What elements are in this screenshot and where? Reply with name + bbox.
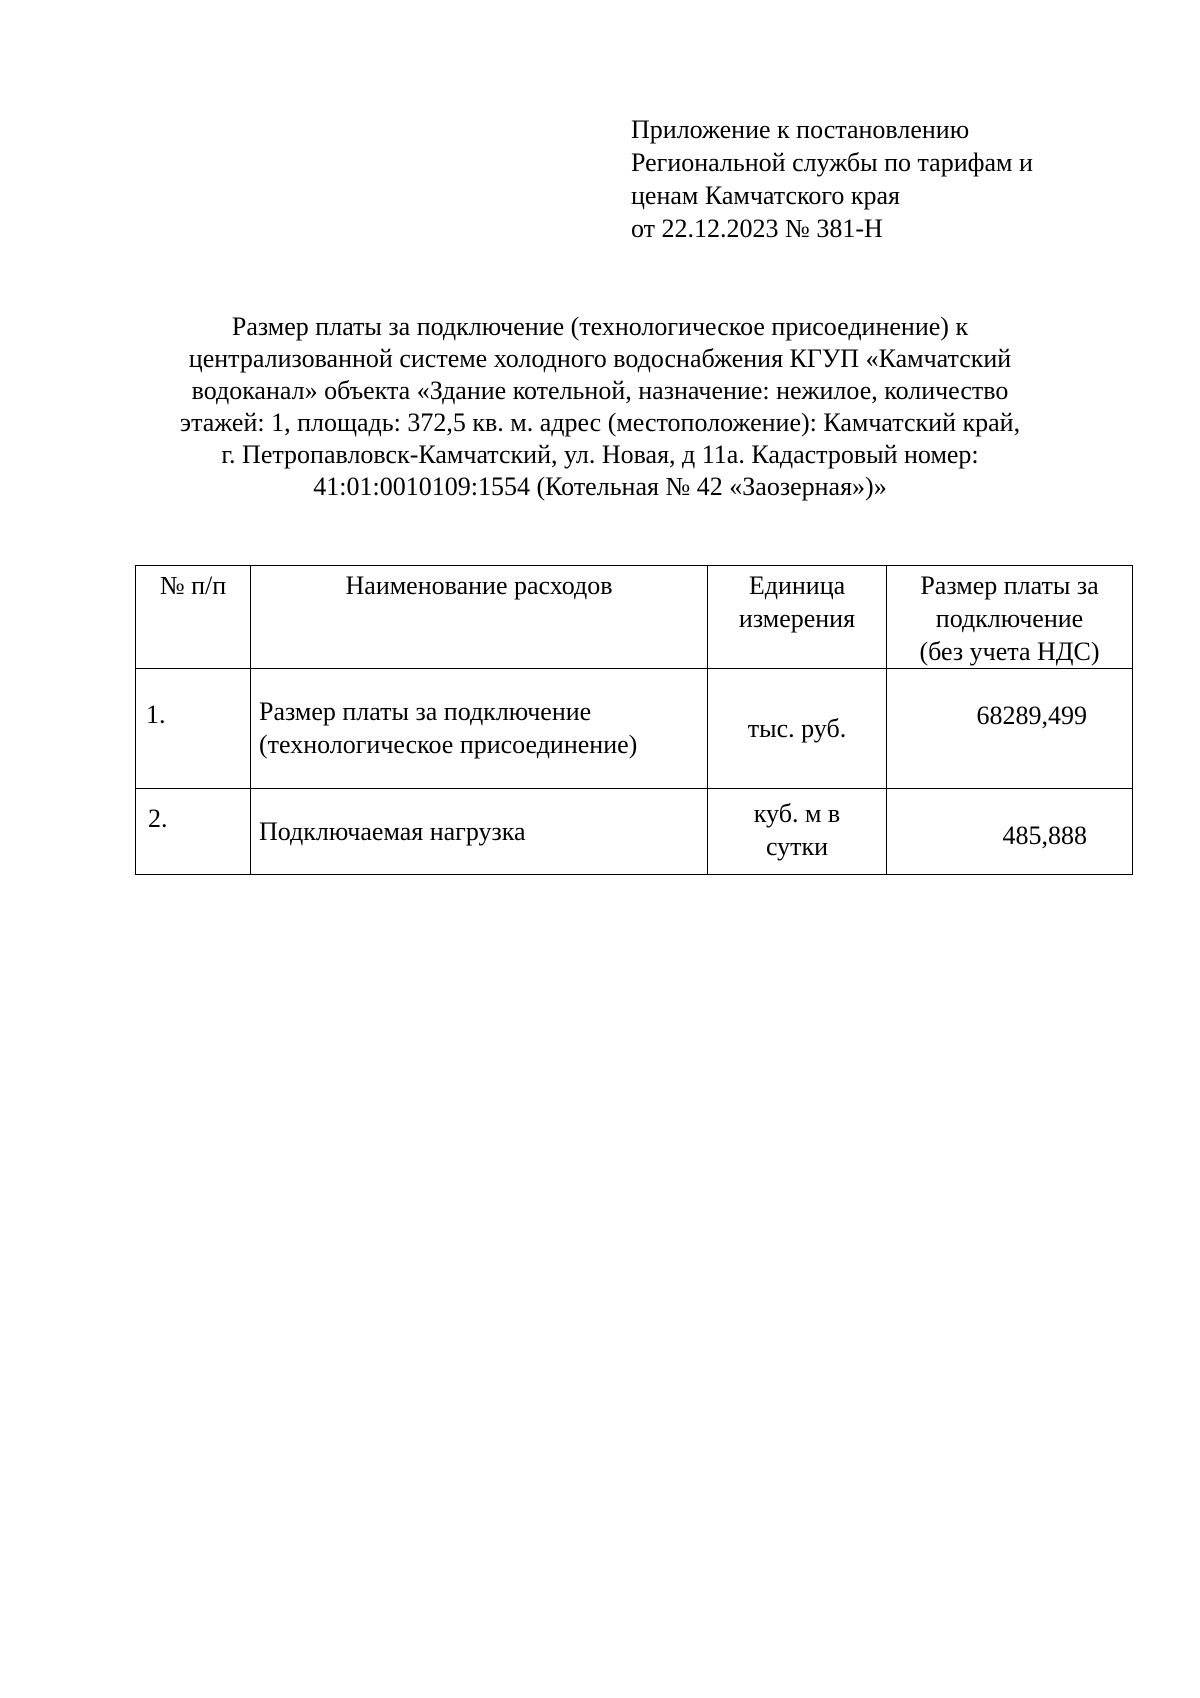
- row-value-cell: [887, 669, 1133, 789]
- row-number-cell: [136, 789, 251, 875]
- table-header-row: [136, 566, 1133, 669]
- row-name-cell: [251, 789, 708, 875]
- row-unit-line: сутки: [765, 831, 829, 861]
- appendix-reference: [631, 113, 1151, 245]
- row-number-cell: [136, 669, 251, 789]
- row-name-cell: [251, 669, 708, 789]
- header-name: [251, 566, 708, 669]
- row-value: 485,888: [1002, 821, 1087, 850]
- row-value: 68289,499: [976, 701, 1087, 730]
- row-name-line: Подключаемая нагрузка: [259, 817, 526, 846]
- title-line: водоканал» объекта «Здание котельной, назначение: нежилое, количество: [191, 376, 1009, 405]
- header-unit-line: измерения: [738, 604, 856, 633]
- row-value-cell: [887, 789, 1133, 875]
- appendix-line: от 22.12.2023 № 381-Н: [631, 214, 883, 243]
- row-unit-line: тыс. руб.: [747, 714, 847, 743]
- title-line: централизованной системе холодного водоснабжения КГУП «Камчатский: [188, 344, 1012, 373]
- header-number: [136, 566, 251, 669]
- row-number: 2.: [148, 804, 168, 833]
- row-name-line: Размер платы за подключение: [259, 696, 592, 726]
- row-unit-cell: [708, 789, 887, 875]
- table-row: [136, 789, 1133, 875]
- header-number-label: № п/п: [159, 571, 227, 600]
- title-line: Размер платы за подключение (технологическое присоединение) к: [231, 312, 969, 341]
- title-line: этажей: 1, площадь: 372,5 кв. м. адрес (местоположение): Камчатский край,: [179, 408, 1021, 437]
- document-title: [130, 311, 1070, 503]
- title-line: г. Петропавловск-Камчатский, ул. Новая, д 11а. Кадастровый номер:: [221, 440, 979, 469]
- row-unit-line: куб. м в: [753, 798, 841, 828]
- header-unit-line: Единица: [748, 571, 846, 600]
- header-name-label: Наименование расходов: [345, 571, 613, 600]
- appendix-line: Приложение к постановлению: [631, 115, 970, 144]
- header-value-line: подключение: [935, 604, 1084, 633]
- title-line: 41:01:0010109:1554 (Котельная № 42 «Заозерная»)»: [313, 472, 887, 501]
- row-number: 1.: [146, 700, 166, 729]
- row-unit-cell: [708, 669, 887, 789]
- appendix-line: ценам Камчатского края: [631, 181, 900, 210]
- fee-table: [135, 565, 1133, 875]
- header-value-line: Размер платы за: [920, 571, 1099, 600]
- header-value-line: (без учета НДС): [919, 637, 1100, 666]
- header-value: [887, 566, 1133, 669]
- header-unit: [708, 566, 887, 669]
- row-name-line: (технологическое присоединение): [259, 729, 638, 759]
- table-row: [136, 669, 1133, 789]
- appendix-line: Региональной службы по тарифам и: [631, 148, 1033, 177]
